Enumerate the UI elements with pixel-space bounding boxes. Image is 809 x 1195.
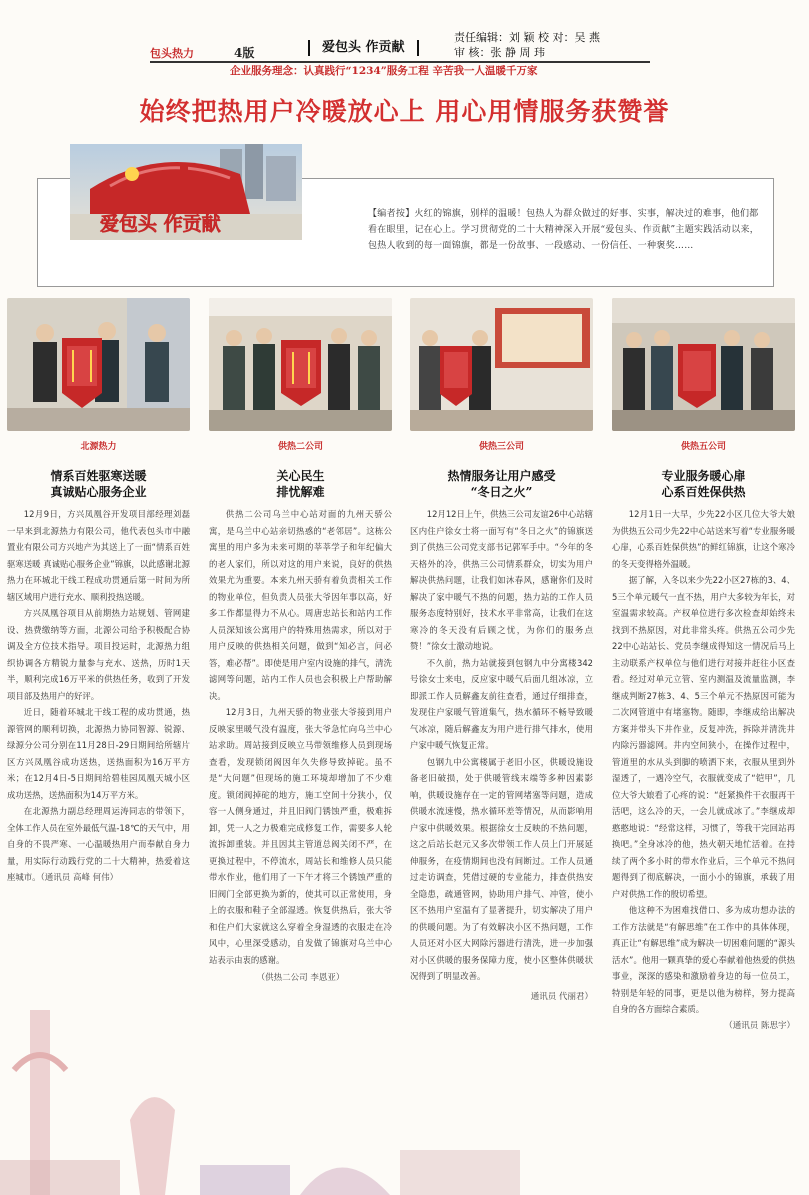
column-photo-4: [612, 298, 795, 431]
caption-company-5: 供热五公司: [680, 442, 726, 452]
article-title-2: [209, 468, 392, 500]
article-1-paragraph: 在北源热力副总经理周运涛同志的带领下，全体工作人员在室外最低气温-18℃的天气中，用自身的不畏严寒、一心温暖热用户而奉献自身力量，用实际行动践行党的二十大精神，热爱着这座城市。: [7, 806, 190, 882]
article-title-4-line-1: 专业服务暖心扉: [661, 469, 746, 483]
article-3-signature: 通讯员 代丽君）: [530, 991, 593, 1002]
intro-photo: [70, 144, 302, 240]
section-name: [150, 44, 254, 61]
article-title-1: [7, 468, 190, 500]
intro-photo-text: 爱包头 作贡献: [100, 213, 221, 235]
column-photo-2: [209, 298, 392, 431]
article-body-4: [612, 506, 795, 1034]
article-3-paragraph: 不久前，热力站就接到包钢九中分寓楼342号徐女士来电，反应家中暖气后面几组冰凉，立即派工作人员解鑫友前往查看，通过仔细排查，发现住户家暖气管道集气，热水循环不畅导致暖气冰凉，随后解鑫友为用户进行排气排水，使用户家中暖气恢复正常。: [410, 657, 593, 750]
article-title-3: [410, 468, 593, 500]
article-title-1-line-2: 真诚贴心服务企业: [50, 485, 147, 499]
article-1-paragraph: 12月9日，方兴凤凰谷开发项目部经理刘磊一早来到北源热力有限公司，他代表包头市中融置业有限公司方兴地产为其送上了一面“情系百姓驱寒送暖 真诚贴心服务企业”锦旗，以此感谢北源热力在环城北干线工程成功贯通后第一时间为所辖区域用户进行充水、顺利投热送暖。: [7, 509, 190, 602]
column-name: [296, 36, 431, 56]
city-skyline-illustration: [0, 1000, 600, 1195]
article-3-paragraph: 12月12日上午，供热三公司友谊26中心站辖区内住户徐女士将一面写有“冬日之火”的锦旗送到了供热三公司党支部书记郭军手中。“今年的冬天格外的冷，供热三公司情系群众，切实为用户解决供热问题，让我们如沐春风，感谢你们及时解决了家中暖气不热的问题，热力站的工作人员服务态度特别好，技术水平非常高，让我们在这寒冷的冬天没有后顾之忧，为你们的服务点赞！”徐女士激动地说。: [410, 509, 593, 651]
editors-line-1: 责任编辑：刘 颖 校 对：吴 燕: [454, 31, 600, 44]
article-title-3-line-1: 热情服务让用户感受: [447, 469, 556, 483]
article-body-3: [410, 506, 593, 1005]
article-body-2: [209, 506, 392, 987]
section-label: 包头热力: [150, 47, 194, 60]
column-name-label: 爱包头 作贡献: [322, 40, 405, 55]
article-title-2-line-1: 关心民生: [276, 469, 325, 483]
article-title-3-line-2: “冬日之火”: [470, 485, 533, 499]
article-4-paragraph: 据了解，入冬以来少先22小区27栋的3、4、5三个单元暖气一直不热，用户大多较为年长，对室温需求较高。产权单位进行多次检查却始终未找到不热原因，对此非常头疼。供热五公司少先22中心站站长、党员李继成得知这一情况后马上主动联系产权单位与他们进行对接并赶往小区查看。经过对单元立管、室内测温及流量监测，李继成判断27栋3、4、5三个单元不热原因可能为二次网管道中有堵塞物。随即，李继成给出解决方案并带头下井作业，反复冲洗，拆除并清洗井内除污器滤网。井内空间狭小，在操作过程中，管道里的水从头到脚的喷洒下来，衣服从里到外湿透了，一遇冷空气，衣服就变成了“铠甲”，几位大爷大娘看了心疼的说：“赶紧换件干衣服再干活吧，这么冷的天，一会儿就成冰了。”李继成却憨憨地说：“经常这样，习惯了，等我干完回站再换吧。”全身冰冷的他，热火朝天地忙活着。在持续了两个多小时的带水作业后，三个单元不热问题得到了彻底解决，一面小小的锦旗，承载了用户对供热工作的殷切希望。: [612, 575, 795, 899]
caption-company-2: 供热二公司: [277, 442, 323, 452]
article-title-4-line-2: 心系百姓保供热: [661, 485, 746, 499]
article-3-paragraph: 包钢九中公寓楼属于老旧小区，供暖设施设备老旧破损，处于供暖管线末端等多种因素影响，供暖设施存在一定的管网堵塞等问题，造成供暖水流速慢，热水循环差等情况，从而影响用户家中供暖效果。根据徐女士反映的不热问题，这之后站长赵元又多次带领工作人员上门开展延伸服务，在疫情期间也没有间断过。工作人员通过走访调查，凭借过硬的专业能力，排查供热安全隐患，疏通管网，协助用户排气、冲管，使小区不热用户室温有了显著提升，切实解决了用户的供暖问题。为了有效解决小区不热问题，工作人员还对小区大网除污器进行清洗，进一步加强对小区供暖的服务保障力度，使小区整体供暖状况得到了明显改善。: [410, 756, 593, 981]
article-2-paragraph: 12月3日，九州天骄的物业张大爷接到用户反映家里暖气没有温度，张大爷急忙向乌兰中心站求助。周站接到反映立马带领维修人员到现场查看，发现锁闭阀因年久失修导致掉砣。虽不是“大问题”但现场的施工环境却增加了不少难度。锁闭阀掉砣的地方，施工空间十分狭小，仅容一人侧身通过，并且旧阀门锈蚀严重，极难拆卸，凭一人之力极难完成修复工作，需要多人轮流拆卸重装。并且因其主管道总阀关闭不严，在更换过程中，不停流水，周站长和维修人员只能带水作业，他们用了一下午才将三个锈蚀严重的旧阀门全部更换为新的，使其可以正常使用，身上的衣服和鞋子全部湿透。恢复供热后，张大爷和住户们大家就这么穿着全身湿透的衣服走在冷风中，心里深受感动，自发做了锦旗对乌兰中心站表示由衷的感谢。: [209, 707, 392, 965]
editors-line-2: 审 核：张 静 周 玮: [454, 46, 545, 59]
article-4-paragraph: 12月1日一大早，少先22小区几位大爷大娘为供热五公司少先22中心站送来写着“专业服务暖心扉，心系百姓保供热”的鲜红锦旗，让这个寒冷的冬天变得格外温暖。: [612, 509, 795, 569]
page-number: 4版: [234, 46, 255, 60]
caption-beiyuan: 北源热力: [80, 442, 117, 452]
article-body-1: [7, 506, 190, 887]
editors-block: [454, 30, 600, 60]
article-title-1-line-1: 情系百姓驱寒送暖: [50, 469, 147, 483]
article-2-signature: （供热二公司 李恩亚）: [256, 973, 345, 983]
article-2-paragraph: 供热二公司乌兰中心站对面的九州天骄公寓，是乌兰中心站亲切热惑的“老邻居”。这栋公寓里的用户多为未来可期的莘莘学子和年纪偏大的老人家们，所以对这的用户来说，良好的供热效果尤为重要。本来九州天骄有着负责相关工作的物业单位，但负责人员张大爷因年事以高，好多工作都显得力不从心。周唐忠站长和站内工作人员深知该公寓用户的特殊用热需求，所以对于用户反映的供热相关问题，做到“知必言，问必答，难必帮”。即使是用户室内设施的排气，清洗滤网等问题，站内工作人员也会积极上户帮助解决。: [209, 509, 392, 701]
editor-note: 【编者按】火红的锦旗，别样的温暖！包热人为群众做过的好事、实事，解决过的难事，他们都看在眼里，记在心上。学习贯彻党的二十大精神深入开展“爱包头、作贡献”主题实践活动以来，包热人收到的每一面锦旗，都是一份故事、一段感动、一份信任、一种褒奖……: [368, 209, 760, 251]
article-4-signature: （通讯员 陈思宇）: [724, 1020, 795, 1031]
page-headline: 始终把热用户冷暖放心上 用心用情服务获赞誉: [139, 97, 670, 126]
article-4-paragraph: 他这种不为困难找借口、多为成功想办法的工作方法就是“有解思维”在工作中的具体体现，真正让“有解思维”成为解决一切困难问题的“源头活水”。他用一颗真挚的爱心奉献着他热爱的供热事业，深深的感染和激励着身边的每一位员工，特别是年轻的同事，更是以他为榜样，努力提高自身的各方面综合素质。: [612, 905, 795, 1014]
article-title-2-line-2: 排忧解难: [276, 485, 325, 499]
article-1-signature: （通讯员 高峰 何伟）: [40, 873, 119, 883]
column-photo-1: [7, 298, 190, 431]
article-1-paragraph: 近日，随着环城北干线工程的成功贯通，热源管网的顺利切换，北源热力协同智源、锐源、绿源分公司分别在11月28日-29日期间给所辖片区方兴凤凰谷成功送热，送热面积为16万平方米；在12月4日-5日期间给碧桂园凤凰天城小区成功送热，送热面积为14万平方米。: [7, 707, 190, 800]
caption-company-3: 供热三公司: [478, 442, 524, 452]
column-photo-3: [410, 298, 593, 431]
service-slogan: 企业服务理念：认真践行“1234”服务工程 辛苦我一人温暖千万家: [230, 65, 538, 77]
article-title-4: [612, 468, 795, 500]
article-1-paragraph: 方兴凤凰谷项目从前期热力站规划、管网建设、热费缴纳等方面，北源公司给予积极配合协调及全方位技术指导。项目投运时，北源热力组织协调各方精锐力量参与充水、送热，历时1天半，顺利完成16万平米的供热任务，收到了开发项目部及热用户的好评。: [7, 608, 190, 701]
